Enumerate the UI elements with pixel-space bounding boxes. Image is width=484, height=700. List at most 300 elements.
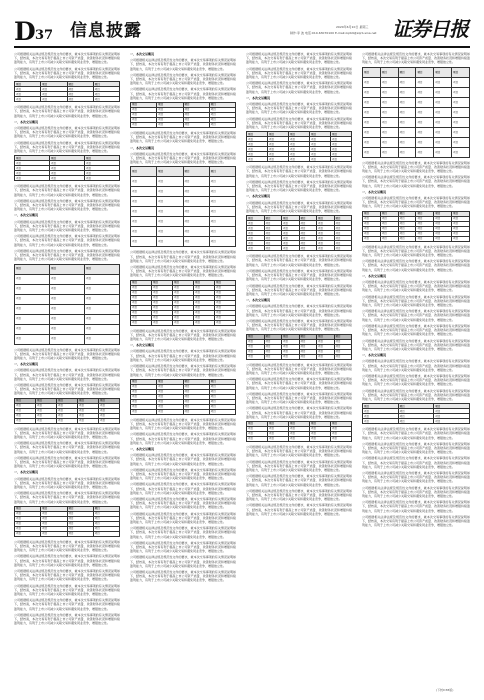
body-paragraph: 公司根据相关法律法规及规范性文件的要求，就本次交易事项的有关情况说明如下，经核查，本次交易有利于提高上市公司资产质量、改善财务状况和增强持续盈利能力，有利于上市公司减少关联交易和避免同业竞争，增强独立性。 bbox=[362, 259, 470, 272]
table-cell: 项目 bbox=[363, 221, 381, 226]
table-cell: 项目 bbox=[398, 211, 416, 216]
table-cell: 项目 bbox=[289, 436, 310, 441]
body-paragraph: 公司根据相关法律法规及规范性文件的要求，就本次交易事项的有关情况说明如下，经核查，本次交易有利于提高上市公司资产质量、改善财务状况和增强持续盈利能力，有利于上市公司减少关联交易和避免同业竞争，增强独立性。 bbox=[246, 102, 352, 115]
table-row bbox=[363, 117, 470, 127]
table-cell: 项目 bbox=[398, 404, 434, 409]
table-cell: 项目 bbox=[434, 226, 452, 231]
table-cell: 项目 bbox=[93, 92, 119, 97]
table-cell: 项目 bbox=[363, 216, 381, 221]
table-cell: 项目 bbox=[209, 123, 235, 128]
body-paragraph: 公司根据相关法律法规及规范性文件的要求，就本次交易事项的有关情况说明如下，经核查，本次交易有利于提高上市公司资产质量、改善财务状况和增强持续盈利能力，有利于上市公司减少关联交易和避免同业竞争，增强独立性。 bbox=[14, 569, 120, 582]
table-cell: 项目 bbox=[85, 166, 120, 171]
table-cell: 项目 bbox=[247, 339, 265, 344]
body-paragraph: 公司根据相关法律法规及规范性文件的要求，就本次交易事项的有关情况说明如下，经核查，本次交易有利于提高上市公司资产质量、改善财务状况和增强持续盈利能力，有利于上市公司减少关联交易和避免同业竞争，增强独立性。 bbox=[130, 453, 236, 466]
table-cell: 项目 bbox=[183, 389, 209, 394]
table-cell: 项目 bbox=[183, 217, 209, 227]
table-cell: 项目 bbox=[363, 409, 399, 414]
body-paragraph: 公司根据相关法律法规及规范性文件的要求，就本次交易事项的有关情况说明如下，经核查，本次交易有利于提高上市公司资产质量、改善财务状况和增强持续盈利能力，有利于上市公司减少关联交易和避免同业竞争，增强独立性。 bbox=[362, 514, 470, 528]
table-cell: 项目 bbox=[85, 304, 120, 314]
body-paragraph: 公司根据相关法律法规及规范性文件的要求，就本次交易事项的有关情况说明如下，经核查，本次交易有利于提高上市公司资产质量、改善财务状况和增强持续盈利能力，有利于上市公司减少关联交易和避免同业竞争，增强独立性。 bbox=[362, 500, 470, 513]
table-cell: 项目 bbox=[398, 147, 416, 157]
table-cell: 项目 bbox=[157, 384, 183, 389]
table-cell: 项目 bbox=[416, 67, 434, 77]
table-cell: 项目 bbox=[398, 127, 416, 137]
body-paragraph: 公司根据相关法律法规及规范性文件的要求，就本次交易事项的有关情况说明如下，经核查，本次交易有利于提高上市公司资产质量、改善财务状况和增强持续盈利能力，有利于上市公司减少关联交易和避免同业竞争，增强独立性。 bbox=[246, 81, 352, 94]
section-heading: 一、本次交易概况 bbox=[130, 446, 155, 451]
table-cell: 项目 bbox=[173, 290, 194, 295]
table-cell: 项目 bbox=[131, 285, 152, 290]
data-table bbox=[246, 215, 352, 251]
table-cell: 项目 bbox=[157, 187, 183, 197]
table-cell: 项目 bbox=[173, 315, 194, 320]
table-cell: 项目 bbox=[41, 97, 67, 102]
body-paragraph: 公司根据相关法律法规及规范性文件的要求，就本次交易事项的有关情况说明如下，经核查，本次交易有利于提高上市公司资产质量、改善财务状况和增强持续盈利能力，有利于上市公司减少关联交易和避免同业竞争，增强独立性。 bbox=[362, 359, 470, 372]
table-cell: 项目 bbox=[99, 408, 120, 413]
table-cell: 项目 bbox=[183, 187, 209, 197]
table-cell: 项目 bbox=[15, 408, 36, 413]
table-cell: 项目 bbox=[157, 399, 183, 404]
table-cell: 项目 bbox=[282, 344, 300, 349]
table-row bbox=[247, 246, 352, 251]
table-cell: 项目 bbox=[131, 237, 157, 247]
table-cell: 项目 bbox=[131, 197, 157, 207]
table-cell: 项目 bbox=[209, 197, 235, 207]
body-paragraph: 公司根据相关法律法规及规范性文件的要求，就本次交易事项的有关情况说明如下，经核查，本次交易有利于提高上市公司资产质量、改善财务状况和增强持续盈利能力，有利于上市公司减少关联交易和避免同业竞争，增强独立性。 bbox=[130, 432, 236, 445]
table-cell: 项目 bbox=[131, 187, 157, 197]
table-cell: 项目 bbox=[57, 413, 78, 418]
table-row bbox=[131, 187, 236, 197]
table-cell: 项目 bbox=[183, 108, 209, 113]
table-cell: 项目 bbox=[215, 320, 236, 325]
table-cell: 项目 bbox=[317, 216, 335, 221]
table-cell: 项目 bbox=[416, 211, 434, 216]
table-cell: 项目 bbox=[50, 284, 85, 294]
table-cell: 项目 bbox=[209, 379, 235, 384]
body-paragraph: 公司根据相关法律法规及规范性文件的要求，就本次交易事项的有关情况说明如下，经核查，本次交易有利于提高上市公司资产质量、改善财务状况和增强持续盈利能力，有利于上市公司减少关联交易和避免同业竞争，增强独立性。 bbox=[14, 426, 120, 439]
table-cell: 项目 bbox=[15, 314, 50, 324]
table-cell: 项目 bbox=[194, 285, 215, 290]
column-3 bbox=[246, 52, 352, 684]
table-row bbox=[15, 314, 120, 324]
body-paragraph: 公司根据相关法律法规及规范性文件的要求，就本次交易事项的有关情况说明如下，经核查，本次交易有利于提高上市公司资产质量、改善财务状况和增强持续盈利能力，有利于上市公司减少关联交易和避免同业竞争，增强独立性。 bbox=[246, 362, 352, 375]
table-cell: 项目 bbox=[50, 294, 85, 304]
table-cell: 项目 bbox=[434, 221, 452, 226]
table-cell: 项目 bbox=[363, 137, 381, 147]
body-paragraph: 公司根据相关法律法规及规范性文件的要求，就本次交易事项的有关情况说明如下，经核查，本次交易有利于提高上市公司资产质量、改善财务状况和增强持续盈利能力，有利于上市公司减少关联交易和避免同业竞争，增强独立性。 bbox=[246, 488, 352, 502]
table-cell: 项目 bbox=[50, 314, 85, 324]
data-table bbox=[130, 102, 236, 128]
table-cell: 项目 bbox=[152, 300, 173, 305]
table-cell: 项目 bbox=[434, 77, 452, 87]
table-cell: 项目 bbox=[380, 221, 398, 226]
table-cell: 项目 bbox=[331, 431, 352, 436]
body-paragraph: 公司根据相关法律法规及规范性文件的要求，就本次交易事项的有关情况说明如下，经核查，本次交易有利于提高上市公司资产质量、改善财务状况和增强持续盈利能力，有利于上市公司减少关联交易和避免同业竞争，增强独立性。 bbox=[14, 382, 120, 396]
table-cell: 项目 bbox=[282, 221, 300, 226]
table-cell: 项目 bbox=[380, 216, 398, 221]
table-cell: 项目 bbox=[268, 137, 289, 142]
column-2 bbox=[130, 52, 236, 684]
table-cell: 项目 bbox=[194, 305, 215, 310]
table-cell: 项目 bbox=[334, 221, 352, 226]
table-cell: 项目 bbox=[157, 389, 183, 394]
table-cell: 项目 bbox=[334, 241, 352, 246]
data-table bbox=[130, 166, 236, 247]
table-row bbox=[15, 324, 120, 334]
continued-note: (下转D38版) bbox=[436, 688, 454, 692]
table-cell: 项目 bbox=[41, 521, 67, 526]
table-cell: 项目 bbox=[317, 354, 335, 359]
table-row bbox=[363, 137, 470, 147]
section-heading: 一、本次交易概况 bbox=[130, 52, 155, 56]
table-cell: 项目 bbox=[282, 241, 300, 246]
table-cell: 项目 bbox=[416, 226, 434, 231]
data-table bbox=[14, 264, 120, 345]
table-row bbox=[131, 227, 236, 237]
page-letter: D bbox=[14, 17, 36, 46]
body-paragraph: 公司根据相关法律法规及规范性文件的要求，就本次交易事项的有关情况说明如下，经核查，本次交易有利于提高上市公司资产质量、改善财务状况和增强持续盈利能力，有利于上市公司减少关联交易和避免同业竞争，增强独立性。 bbox=[362, 294, 470, 308]
table-cell: 项目 bbox=[131, 300, 152, 305]
data-table bbox=[246, 131, 352, 162]
table-cell: 项目 bbox=[282, 349, 300, 354]
table-cell: 项目 bbox=[15, 526, 41, 531]
table-cell: 项目 bbox=[268, 142, 289, 147]
table-cell: 项目 bbox=[247, 344, 265, 349]
table-cell: 项目 bbox=[299, 339, 317, 344]
table-cell: 项目 bbox=[215, 295, 236, 300]
table-cell: 项目 bbox=[264, 334, 282, 339]
table-cell: 项目 bbox=[152, 320, 173, 325]
table-cell: 项目 bbox=[209, 399, 235, 404]
table-cell: 项目 bbox=[41, 526, 67, 531]
table-cell: 项目 bbox=[434, 211, 452, 216]
table-cell: 项目 bbox=[452, 211, 470, 216]
table-cell: 项目 bbox=[299, 216, 317, 221]
data-table bbox=[130, 379, 236, 415]
body-paragraph: 公司根据相关法律法规及规范性文件的要求，就本次交易事项的有关情况说明如下，经核查，本次交易有利于提高上市公司资产质量、改善财务状况和增强持续盈利能力，有利于上市公司减少关联交易和避免同业竞争，增强独立性。 bbox=[14, 441, 120, 454]
body-paragraph: 公司根据相关法律法规及规范性文件的要求，就本次交易事项的有关情况说明如下，经核查，本次交易有利于提高上市公司资产质量、改善财务状况和增强持续盈利能力，有利于上市公司减少关联交易和避免同业竞争，增强独立性。 bbox=[362, 175, 470, 188]
table-cell: 项目 bbox=[50, 264, 85, 274]
table-cell: 项目 bbox=[247, 421, 268, 426]
table-cell: 项目 bbox=[67, 87, 93, 92]
table-cell: 项目 bbox=[334, 226, 352, 231]
table-cell: 项目 bbox=[131, 310, 152, 315]
body-paragraph: 公司根据相关法律法规及规范性文件的要求，就本次交易事项的有关情况说明如下，经核查，本次交易有利于提高上市公司资产质量、改善财务状况和增强持续盈利能力，有利于上市公司减少关联交易和避免同业竞争，增强独立性。 bbox=[130, 328, 236, 342]
table-cell: 项目 bbox=[152, 285, 173, 290]
table-cell: 项目 bbox=[268, 426, 289, 431]
table-cell: 项目 bbox=[41, 82, 67, 87]
table-cell: 项目 bbox=[131, 290, 152, 295]
table-cell: 项目 bbox=[331, 152, 352, 157]
table-cell: 项目 bbox=[194, 310, 215, 315]
body-paragraph: 公司根据相关法律法规及规范性文件的要求，就本次交易事项的有关情况说明如下，经核查，本次交易有利于提高上市公司资产质量、改善财务状况和增强持续盈利能力，有利于上市公司减少关联交易和避免同业竞争，增强独立性。 bbox=[362, 441, 470, 455]
table-cell: 项目 bbox=[183, 118, 209, 123]
table-cell: 项目 bbox=[264, 349, 282, 354]
data-table bbox=[246, 334, 352, 360]
table-cell: 项目 bbox=[131, 217, 157, 227]
table-cell: 项目 bbox=[289, 431, 310, 436]
table-cell: 项目 bbox=[363, 117, 381, 127]
table-cell: 项目 bbox=[434, 404, 470, 409]
table-cell: 项目 bbox=[434, 236, 452, 241]
table-cell: 项目 bbox=[434, 107, 452, 117]
table-cell: 项目 bbox=[183, 409, 209, 414]
table-cell: 项目 bbox=[209, 227, 235, 237]
table-cell: 项目 bbox=[209, 389, 235, 394]
table-cell: 项目 bbox=[67, 506, 93, 511]
table-cell: 项目 bbox=[85, 294, 120, 304]
body-paragraph: 公司根据相关法律法规及规范性文件的要求，就本次交易事项的有关情况说明如下，经核查，本次交易有利于提高上市公司资产质量、改善财务状况和增强持续盈利能力，有利于上市公司减少关联交易和避免同业竞争，增强独立性。 bbox=[14, 476, 120, 489]
table-cell: 项目 bbox=[434, 117, 452, 127]
section-heading: 一、本次交易概况 bbox=[130, 343, 155, 348]
table-cell: 项目 bbox=[152, 295, 173, 300]
table-cell: 项目 bbox=[317, 231, 335, 236]
table-cell: 项目 bbox=[131, 123, 157, 128]
table-cell: 项目 bbox=[152, 305, 173, 310]
table-cell: 项目 bbox=[15, 324, 50, 334]
section-heading: 一、本次交易概况 bbox=[246, 95, 271, 100]
table-cell: 项目 bbox=[310, 426, 331, 431]
table-cell: 项目 bbox=[247, 231, 265, 236]
table-cell: 项目 bbox=[289, 147, 310, 152]
table-cell: 项目 bbox=[299, 221, 317, 226]
data-table bbox=[362, 211, 470, 242]
table-cell: 项目 bbox=[50, 166, 85, 171]
table-row bbox=[363, 97, 470, 107]
table-cell: 项目 bbox=[131, 409, 157, 414]
table-cell: 项目 bbox=[50, 171, 85, 176]
body-paragraph: 公司根据相关法律法规及规范性文件的要求，就本次交易事项的有关情况说明如下，经核查，本次交易有利于提高上市公司资产质量、改善财务状况和增强持续盈利能力，有利于上市公司减少关联交易和避免同业竞争，增强独立性。 bbox=[14, 219, 120, 233]
masthead-rule bbox=[14, 46, 470, 48]
table-cell: 项目 bbox=[57, 403, 78, 408]
table-cell: 项目 bbox=[380, 87, 398, 97]
table-cell: 项目 bbox=[67, 82, 93, 87]
table-cell: 项目 bbox=[41, 531, 67, 536]
table-cell: 项目 bbox=[363, 404, 399, 409]
body-paragraph: 公司根据相关法律法规及规范性文件的要求，就本次交易事项的有关情况说明如下，经核查，本次交易有利于提高上市公司资产质量、改善财务状况和增强持续盈利能力，有利于上市公司减少关联交易和避免同业竞争，增强独立性。 bbox=[14, 368, 120, 381]
table-cell: 项目 bbox=[416, 127, 434, 137]
table-cell: 项目 bbox=[183, 237, 209, 247]
table-cell: 项目 bbox=[131, 227, 157, 237]
body-paragraph: 公司根据相关法律法规及规范性文件的要求，就本次交易事项的有关情况说明如下，经核查，本次交易有利于提高上市公司资产质量、改善财务状况和增强持续盈利能力，有利于上市公司减少关联交易和避免同业竞争，增强独立性。 bbox=[14, 583, 120, 597]
table-cell: 项目 bbox=[15, 284, 50, 294]
table-cell: 项目 bbox=[363, 236, 381, 241]
table-cell: 项目 bbox=[78, 418, 99, 423]
table-cell: 项目 bbox=[41, 516, 67, 521]
body-paragraph: 公司根据相关法律法规及规范性文件的要求，就本次交易事项的有关情况说明如下，经核查，本次交易有利于提高上市公司资产质量、改善财务状况和增强持续盈利能力，有利于上市公司减少关联交易和避免同业竞争，增强独立性。 bbox=[246, 165, 352, 178]
table-cell: 项目 bbox=[282, 226, 300, 231]
body-paragraph: 公司根据相关法律法规及规范性文件的要求，就本次交易事项的有关情况说明如下，经核查，本次交易有利于提高上市公司资产质量、改善财务状况和增强持续盈利能力，有利于上市公司减少关联交易和避免同业竞争，增强独立性。 bbox=[130, 250, 236, 263]
table-cell: 项目 bbox=[157, 167, 183, 177]
table-cell: 项目 bbox=[57, 408, 78, 413]
table-cell: 项目 bbox=[41, 506, 67, 511]
section-heading: 一、本次交易概况 bbox=[14, 213, 39, 218]
table-row bbox=[15, 274, 120, 284]
table-cell: 项目 bbox=[380, 137, 398, 147]
table-cell: 项目 bbox=[380, 107, 398, 117]
table-row bbox=[363, 419, 470, 424]
table-cell: 项目 bbox=[131, 384, 157, 389]
table-cell: 项目 bbox=[363, 226, 381, 231]
table-cell: 项目 bbox=[152, 310, 173, 315]
table-cell: 项目 bbox=[36, 398, 57, 403]
table-cell: 项目 bbox=[131, 108, 157, 113]
table-cell: 项目 bbox=[15, 161, 50, 166]
table-row bbox=[363, 236, 470, 241]
body-paragraph: 公司根据相关法律法规及规范性文件的要求，就本次交易事项的有关情况说明如下，经核查，本次交易有利于提高上市公司资产质量、改善财务状况和增强持续盈利能力，有利于上市公司减少关联交易和避免同业竞争，增强独立性。 bbox=[246, 283, 352, 296]
table-cell: 项目 bbox=[282, 339, 300, 344]
table-cell: 项目 bbox=[215, 300, 236, 305]
table-cell: 项目 bbox=[93, 82, 119, 87]
table-cell: 项目 bbox=[380, 211, 398, 216]
table-row bbox=[363, 67, 470, 77]
table-cell: 项目 bbox=[41, 87, 67, 92]
table-cell: 项目 bbox=[36, 408, 57, 413]
table-cell: 项目 bbox=[85, 171, 120, 176]
body-paragraph: 公司根据相关法律法规及规范性文件的要求，就本次交易事项的有关情况说明如下，经核查，本次交易有利于提高上市公司资产质量、改善财务状况和增强持续盈利能力，有利于上市公司减少关联交易和避免同业竞争，增强独立性。 bbox=[362, 280, 470, 293]
table-cell: 项目 bbox=[317, 339, 335, 344]
body-paragraph: 公司根据相关法律法规及规范性文件的要求，就本次交易事项的有关情况说明如下，经核查，本次交易有利于提高上市公司资产质量、改善财务状况和增强持续盈利能力，有利于上市公司减少关联交易和避免同业竞争，增强独立性。 bbox=[14, 66, 120, 80]
table-cell: 项目 bbox=[183, 394, 209, 399]
table-cell: 项目 bbox=[93, 511, 119, 516]
table-cell: 项目 bbox=[363, 147, 381, 157]
table-cell: 项目 bbox=[416, 107, 434, 117]
table-cell: 项目 bbox=[434, 147, 452, 157]
table-cell: 项目 bbox=[363, 97, 381, 107]
table-cell: 项目 bbox=[416, 236, 434, 241]
table-cell: 项目 bbox=[183, 197, 209, 207]
body-paragraph: 公司根据相关法律法规及规范性文件的要求，就本次交易事项的有关情况说明如下，经核查，本次交易有利于提高上市公司资产质量、改善财务状况和增强持续盈利能力，有利于上市公司减少关联交易和避免同业竞争，增强独立性。 bbox=[14, 126, 120, 139]
table-cell: 项目 bbox=[67, 526, 93, 531]
table-cell: 项目 bbox=[264, 231, 282, 236]
table-cell: 项目 bbox=[183, 113, 209, 118]
table-cell: 项目 bbox=[282, 354, 300, 359]
table-cell: 项目 bbox=[157, 177, 183, 187]
table-cell: 项目 bbox=[380, 67, 398, 77]
table-cell: 项目 bbox=[452, 67, 470, 77]
table-cell: 项目 bbox=[398, 67, 416, 77]
body-paragraph: 公司根据相关法律法规及规范性文件的要求，就本次交易事项的有关情况说明如下，经核查，本次交易有利于提高上市公司资产质量、改善财务状况和增强持续盈利能力，有利于上市公司减少关联交易和避免同业竞争，增强独立性。 bbox=[14, 347, 120, 360]
table-cell: 项目 bbox=[131, 404, 157, 409]
table-cell: 项目 bbox=[452, 236, 470, 241]
table-cell: 项目 bbox=[152, 280, 173, 285]
table-cell: 项目 bbox=[363, 419, 399, 424]
table-cell: 项目 bbox=[452, 107, 470, 117]
table-cell: 项目 bbox=[363, 211, 381, 216]
section-heading: 一、本次交易概况 bbox=[246, 298, 271, 303]
table-cell: 项目 bbox=[131, 394, 157, 399]
table-cell: 项目 bbox=[131, 295, 152, 300]
body-paragraph: 公司根据相关法律法规及规范性文件的要求，就本次交易事项的有关情况说明如下，经核查，本次交易有利于提高上市公司资产质量、改善财务状况和增强持续盈利能力，有利于上市公司减少关联交易和避免同业竞争，增强独立性。 bbox=[362, 427, 470, 440]
table-cell: 项目 bbox=[299, 344, 317, 349]
table-cell: 项目 bbox=[434, 87, 452, 97]
table-cell: 项目 bbox=[334, 344, 352, 349]
table-cell: 项目 bbox=[131, 207, 157, 217]
body-paragraph: 公司根据相关法律法规及规范性文件的要求，就本次交易事项的有关情况说明如下，经核查，本次交易有利于提高上市公司资产质量、改善财务状况和增强持续盈利能力，有利于上市公司减少关联交易和避免同业竞争，增强独立性。 bbox=[246, 459, 352, 472]
data-table bbox=[130, 280, 236, 326]
body-paragraph: 公司根据相关法律法规及规范性文件的要求，就本次交易事项的有关情况说明如下，经核查，本次交易有利于提高上市公司资产质量、改善财务状况和增强持续盈利能力，有利于上市公司减少关联交易和避免同业竞争，增强独立性。 bbox=[246, 66, 352, 80]
section-heading: 一、本次交易概况 bbox=[14, 362, 39, 367]
table-cell: 项目 bbox=[93, 521, 119, 526]
table-cell: 项目 bbox=[173, 295, 194, 300]
body-paragraph: 公司根据相关法律法规及规范性文件的要求，就本次交易事项的有关情况说明如下，经核查，本次交易有利于提高上市公司资产质量、改善财务状况和增强持续盈利能力，有利于上市公司减少关联交易和避免同业竞争，增强独立性。 bbox=[362, 470, 470, 484]
table-cell: 项目 bbox=[452, 77, 470, 87]
table-cell: 项目 bbox=[215, 290, 236, 295]
body-paragraph: 公司根据相关法律法规及规范性文件的要求，就本次交易事项的有关情况说明如下，经核查，本次交易有利于提高上市公司资产质量、改善财务状况和增强持续盈利能力，有利于上市公司减少关联交易和避免同业竞争，增强独立性。 bbox=[130, 467, 236, 481]
table-cell: 项目 bbox=[398, 87, 416, 97]
table-cell: 项目 bbox=[15, 418, 36, 423]
column-1 bbox=[14, 52, 120, 684]
table-row bbox=[131, 197, 236, 207]
table-cell: 项目 bbox=[268, 421, 289, 426]
table-cell: 项目 bbox=[157, 409, 183, 414]
table-cell: 项目 bbox=[157, 217, 183, 227]
table-cell: 项目 bbox=[268, 431, 289, 436]
table-row bbox=[363, 127, 470, 137]
table-cell: 项目 bbox=[434, 231, 452, 236]
table-row bbox=[363, 87, 470, 97]
table-cell: 项目 bbox=[15, 413, 36, 418]
table-cell: 项目 bbox=[157, 227, 183, 237]
table-cell: 项目 bbox=[247, 246, 265, 251]
table-cell: 项目 bbox=[209, 113, 235, 118]
table-cell: 项目 bbox=[215, 280, 236, 285]
body-paragraph: 公司根据相关法律法规及规范性文件的要求，就本次交易事项的有关情况说明如下，经核查，本次交易有利于提高上市公司资产质量、改善财务状况和增强持续盈利能力，有利于上市公司减少关联交易和避免同业竞争，增强独立性。 bbox=[14, 598, 120, 611]
data-table bbox=[14, 506, 120, 537]
table-cell: 项目 bbox=[15, 97, 41, 102]
table-cell: 项目 bbox=[50, 161, 85, 166]
table-cell: 项目 bbox=[264, 344, 282, 349]
table-cell: 项目 bbox=[334, 246, 352, 251]
table-cell: 项目 bbox=[380, 231, 398, 236]
table-cell: 项目 bbox=[398, 107, 416, 117]
table-cell: 项目 bbox=[452, 127, 470, 137]
table-cell: 项目 bbox=[85, 176, 120, 181]
table-cell: 项目 bbox=[289, 157, 310, 162]
table-row bbox=[247, 354, 352, 359]
table-row bbox=[247, 157, 352, 162]
table-cell: 项目 bbox=[380, 97, 398, 107]
table-cell: 项目 bbox=[209, 394, 235, 399]
table-cell: 项目 bbox=[310, 147, 331, 152]
table-cell: 项目 bbox=[183, 207, 209, 217]
body-paragraph: 公司根据相关法律法规及规范性文件的要求，就本次交易事项的有关情况说明如下，经核查，本次交易有利于提高上市公司资产质量、改善财务状况和增强持续盈利能力，有利于上市公司减少关联交易和避免同业竞争，增强独立性。 bbox=[246, 116, 352, 130]
table-cell: 项目 bbox=[67, 531, 93, 536]
table-cell: 项目 bbox=[452, 117, 470, 127]
table-cell: 项目 bbox=[131, 305, 152, 310]
data-table bbox=[362, 67, 470, 158]
table-cell: 项目 bbox=[380, 117, 398, 127]
table-cell: 项目 bbox=[317, 226, 335, 231]
table-cell: 项目 bbox=[299, 241, 317, 246]
table-cell: 项目 bbox=[78, 408, 99, 413]
table-row bbox=[131, 237, 236, 247]
table-cell: 项目 bbox=[85, 156, 120, 161]
table-cell: 项目 bbox=[15, 156, 50, 161]
table-cell: 项目 bbox=[209, 167, 235, 177]
table-cell: 项目 bbox=[131, 315, 152, 320]
table-cell: 项目 bbox=[209, 118, 235, 123]
table-cell: 项目 bbox=[416, 147, 434, 157]
table-cell: 项目 bbox=[173, 280, 194, 285]
body-paragraph: 公司根据相关法律法规及规范性文件的要求，就本次交易事项的有关情况说明如下，经核查，本次交易有利于提高上市公司资产质量、改善财务状况和增强持续盈利能力，有利于上市公司减少关联交易和避免同业竞争，增强独立性。 bbox=[130, 131, 236, 144]
table-cell: 项目 bbox=[209, 404, 235, 409]
table-cell: 项目 bbox=[183, 404, 209, 409]
table-cell: 项目 bbox=[317, 236, 335, 241]
column-4 bbox=[362, 52, 470, 684]
table-row bbox=[131, 207, 236, 217]
table-cell: 项目 bbox=[50, 324, 85, 334]
table-cell: 项目 bbox=[310, 137, 331, 142]
